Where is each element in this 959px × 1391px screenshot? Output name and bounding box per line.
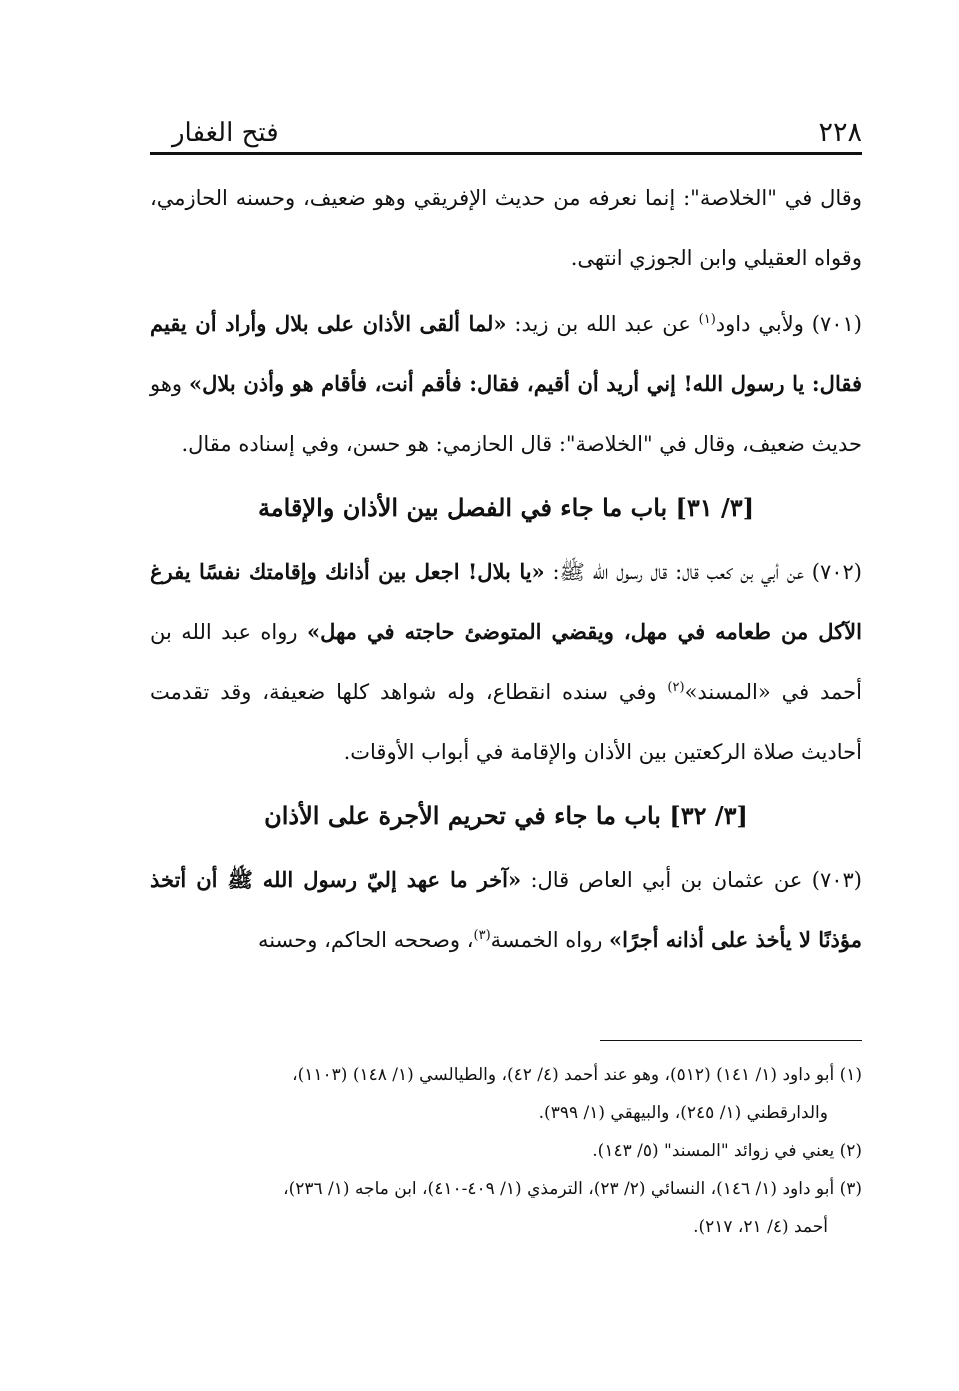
footnote-3	[150, 1170, 862, 1246]
source-text: رواه الخمسة	[490, 928, 610, 952]
footnote-ref-3[interactable]: (٣)	[473, 928, 491, 943]
section-heading-32: [٣/ ٣٢] باب ما جاء في تحريم الأجرة على الأذان	[264, 801, 748, 830]
footnote-ref-2[interactable]: (٢)	[667, 680, 685, 695]
hadith-intro: (٧٠٢) عن أبي بن كعب قال: قال رسول الله ﷺ:	[544, 560, 862, 584]
paragraph-khulasa	[150, 168, 862, 288]
footnote-1	[150, 1056, 862, 1132]
footnote-line: (١) أبو داود (١/ ١٤١) (٥١٢)، وهو عند أحمد (٤/ ٤٢)، والطيالسي (١/ ١٤٨) (١١٠٣)،	[292, 1065, 862, 1085]
hadith-number: (٧٠١) ولأبي داود	[715, 312, 862, 336]
hadith-commentary: وفي سنده انقطاع، وله شواهد كلها ضعيفة، وقد تقدمت أحاديث صلاة الركعتين بين الأذان والإقامة في أبواب الأوقات.	[150, 680, 862, 764]
hadith-commentary: ، وصححه الحاكم، وحسنه	[257, 928, 474, 952]
hadith-701	[150, 294, 862, 474]
hadith-702	[150, 542, 862, 782]
hadith-quote: «يا بلال! اجعل بين أذانك وإقامتك نفسًا يفرغ الآكل من طعامه في مهل، ويقضي المتوضئ حاجته في مهل»	[150, 559, 862, 644]
hadith-quote: «آخر ما عهد إليّ رسول الله ﷺ أن أتخذ مؤذنًا لا يأخذ على أذانه أجرًا»	[150, 867, 862, 952]
footnotes	[150, 1056, 862, 1246]
narrator-text: عن عبد الله بن زيد:	[506, 312, 699, 336]
footnote-ref-1[interactable]: (١)	[698, 312, 716, 327]
source-text: رواه عبد الله بن أحمد في «المسند»	[150, 620, 862, 704]
footnote-line: والدارقطني (١/ ٢٤٥)، والبيهقي (١/ ٣٩٩).	[538, 1103, 828, 1123]
hadith-703	[150, 850, 862, 970]
paragraph-text: وقال في "الخلاصة": إنما نعرفه من حديث الإفريقي وهو ضعيف، وحسنه الحازمي، وقواه العقيلي وابن الجوزي انتهى.	[150, 186, 862, 270]
hadith-quote: «لما ألقى الأذان على بلال وأراد أن يقيم فقال: يا رسول الله! إني أريد أن أقيم، فقال: فأقم أنت، فأقام هو وأذن بلال»	[150, 311, 862, 396]
footnote-line: أحمد (٤/ ٢١، ٢١٧).	[693, 1217, 828, 1237]
hadith-intro: (٧٠٣) عن عثمان بن أبي العاص قال:	[521, 868, 862, 892]
footnote-divider	[600, 1040, 862, 1041]
book-page	[150, 0, 862, 1391]
section-heading-31: [٣/ ٣١] باب ما جاء في الفصل بين الأذان والإقامة	[257, 493, 755, 522]
page-number: ٢٢٨	[818, 117, 862, 148]
running-title: فتح الغفار	[172, 118, 279, 148]
footnote-line: (٢) يعني في زوائد "المسند" (٥/ ١٤٣).	[592, 1141, 862, 1161]
page-header	[150, 100, 862, 155]
hadith-commentary: وهو حديث ضعيف، وقال في "الخلاصة": قال الحازمي: هو حسن، وفي إسناده مقال.	[150, 372, 862, 456]
footnote-2	[150, 1132, 862, 1170]
main-text	[150, 168, 862, 970]
footnote-line: (٣) أبو داود (١/ ١٤٦)، النسائي (٢/ ٢٣)، الترمذي (١/ ٤٠٩-٤١٠)، ابن ماجه (١/ ٢٣٦)،	[283, 1179, 862, 1199]
